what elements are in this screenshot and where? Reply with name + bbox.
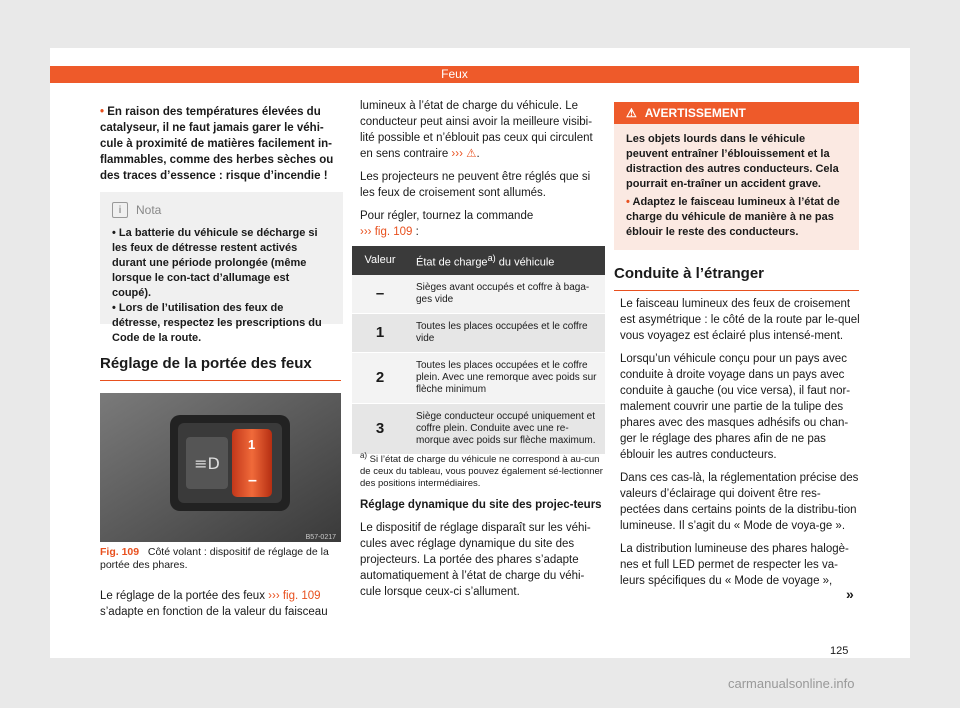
charge-table [352,246,605,455]
warning-triangle-icon: ⚠ [466,148,477,160]
figure-caption: Fig. 109 Côté volant : dispositif de réglage de la portée des phares. [100,546,329,571]
ref-arrow: ››› [360,226,372,238]
right-text [620,296,860,596]
nota-item: • Lors de l’utilisation des feux de détresse, respectez les prescriptions du Code de la route. [112,302,322,344]
dial-bottom-label: – [248,472,257,489]
table-header: Valeur État de charge$^{a)}$ du véhicule [352,246,605,275]
warning-triangle-icon: ⚠ [626,106,637,120]
info-icon: i [112,202,128,218]
subhead-dynamic: Réglage dynamique du site des projec-teurs [360,499,602,512]
warning-header: ⚠ AVERTISSEMENT [614,102,859,124]
nota-item: • La batterie du véhicule se décharge si les feux de détresse restent activés durant une période prolongée (même lorsque le con-tact d’allumage est coupé). [112,227,318,299]
warning-body: Les objets lourds dans le véhicule peuvent entraîner l’éblouissement et la distraction des autres conducteurs. Cela pourrait en-traîner un accident grave. • Adaptez le faisceau lumineux à l’état de charge du véhicule de manière à ne pas éblouir le reste des conducteurs. [626,133,840,238]
right-paragraph: La distribution lumineuse des phares halogè-nes et full LED permet de respecter les va-leurs spécifiques du « Mode de voyage », [620,543,849,587]
intro-bullet: • En raison des températures élevées du catalyseur, il ne faut jamais garer le véhi-cule à proximité de matières facilement in-flammables, comme des herbes sèches ou des traces d’essence : risque d’incendie ! [100,106,334,182]
section-title-portee: Réglage de la portée des feux [100,356,341,381]
dial-top-label: 1 [248,437,256,452]
watermark: carmanualsonline.info [728,676,855,691]
middle-lower [360,450,605,607]
footnote: $^{a)}$ Si l’état de charge du véhicule ne correspond à au-cun de ceux du tableau, vous pouvez également sé-lectionner des positions intermédiaires. [360,451,603,490]
right-paragraph: Le faisceau lumineux des feux de croisement est asymétrique : le côté de la route par le-quel vous voyagez est éclairé plus intensé-ment. [620,298,860,342]
left-paragraph: Le réglage de la portée des feux ››› fig. 109 s’adapte en fonction de la valeur du faisceau [100,590,328,618]
right-paragraph: Dans ces cas-là, la réglementation précise des valeurs d’éclairage qui doivent être res-pectées dans certains points de la distribu-tion lumineuse. Il s’agit du « Mode de voya-ge ». [620,472,859,532]
nota-header: i Nota [112,202,331,218]
fig-link[interactable]: fig. 109 [374,226,413,238]
table-row: 2 Toutes les places occupées et le coffre plein. Avec une remorque avec poids sur flèche minimum [352,352,605,403]
middle-paragraph: Les projecteurs ne peuvent être réglés que si les feux de croisement sont allumés. [360,171,591,199]
ref-arrow: ››› [268,590,280,602]
chapter-header: Feux [50,66,859,83]
bullet-icon: • [100,106,105,118]
continue-mark: » [846,586,854,602]
bullet-icon: • [626,196,630,208]
page-number: 125 [830,645,849,657]
middle-paragraph: Le dispositif de réglage disparaît sur les véhi-cules avec réglage dynamique du site des projecteurs. La portée des phares s’adapte automatiquement à l’état de charge du véhi-cule lorsque ceux-ci s’allument. [360,522,591,599]
warning-box [614,102,859,250]
middle-paragraph: Pour régler, tournez la commande ››› fig. 109 : [360,210,534,238]
fig-link[interactable]: fig. 109 [282,590,321,602]
middle-column [360,98,605,247]
figure-code: B57-0217 [305,534,336,541]
right-paragraph: Lorsqu’un véhicule conçu pour un pays avec conduite à droite voyage dans un pays avec conduite à gauche (ou vice versa), il faut nor-malement couvrir une partie de la tulipe des phares avec des masques adhésifs ou chan-ger le réglage des phares afin de ne pas éblouir les autres conducteurs. [620,353,851,461]
table-row: 3 Siège conducteur occupé uniquement et coffre plein. Conduite avec une re-morque avec poids sur flèche maximum. [352,403,605,454]
section-title-etranger: Conduite à l’étranger [614,266,859,291]
middle-paragraph: lumineux à l’état de charge du véhicule. Le conducteur peut ainsi avoir la meilleure visibi-lité possible et n’éblouit pas ceux qui circulent en sens contraire ››› ⚠. [360,100,593,160]
table-row: 1 Toutes les places occupées et le coffre vide [352,313,605,352]
nota-box [100,192,343,344]
ref-arrow: ››› [451,148,463,160]
svg-text:≡D: ≡D [194,454,220,473]
headlight-dial-illustration [100,393,341,542]
left-column [100,104,337,184]
table-row: – Sièges avant occupés et coffre à baga-ges vide [352,275,605,314]
figure-image [100,393,341,542]
charge-table-wrap [352,246,605,455]
